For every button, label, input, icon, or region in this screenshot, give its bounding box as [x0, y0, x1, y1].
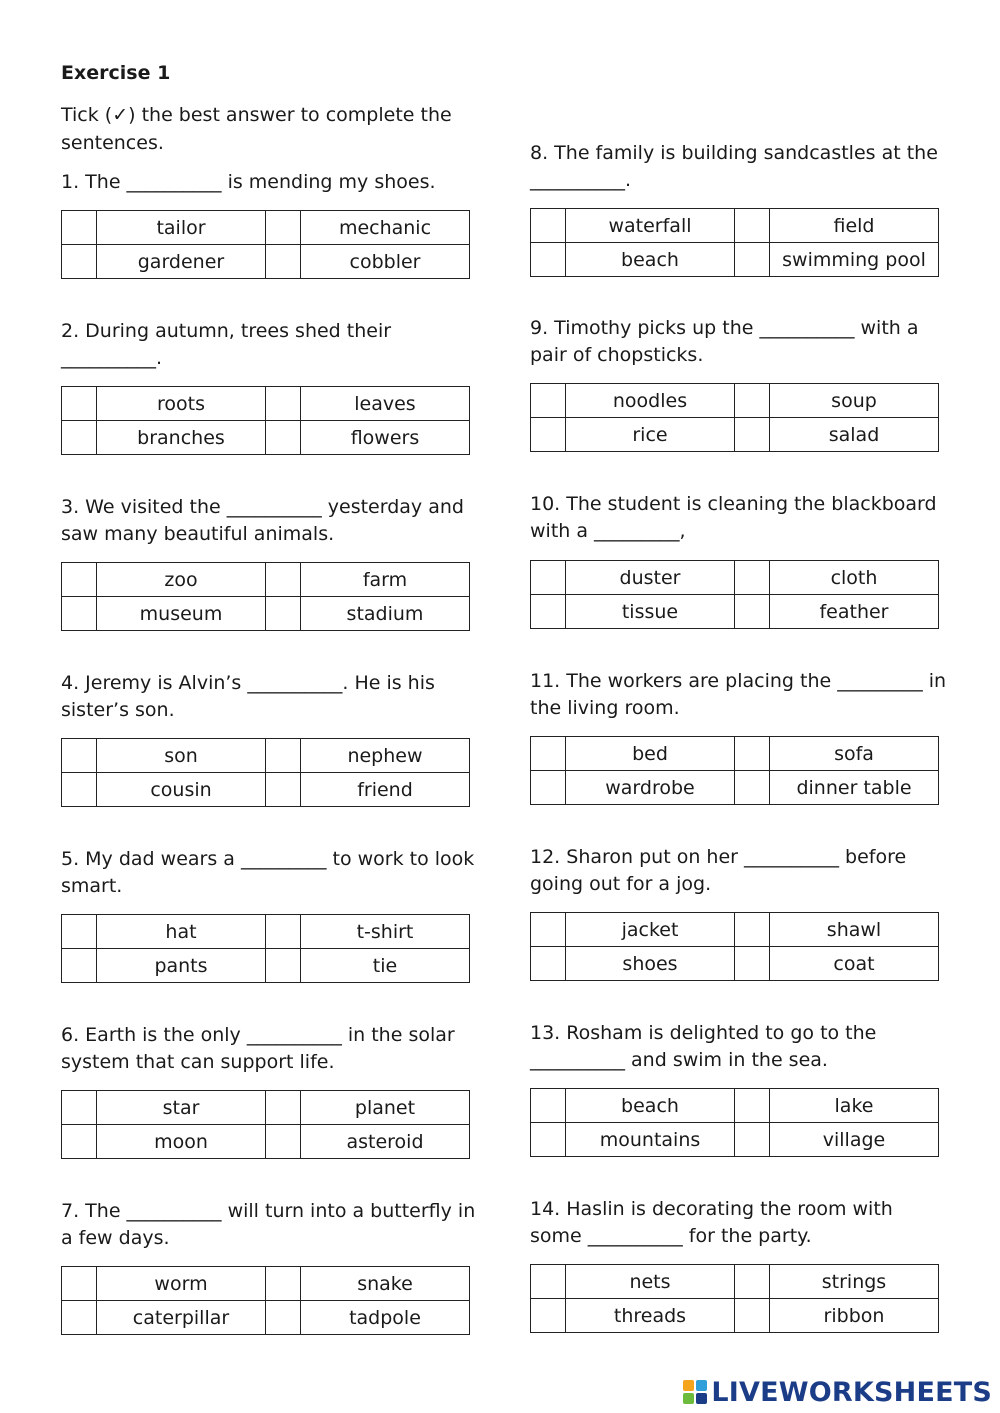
tick-box[interactable] — [266, 1301, 301, 1335]
option-label: soup — [770, 384, 939, 418]
option-label: sofa — [770, 737, 939, 771]
tick-box[interactable] — [266, 949, 301, 983]
tick-box[interactable] — [266, 597, 301, 631]
mark-square — [683, 1393, 694, 1404]
option-label: threads — [566, 1299, 735, 1333]
option-label: pants — [97, 949, 266, 983]
tick-box[interactable] — [531, 209, 566, 243]
tick-box[interactable] — [735, 737, 770, 771]
option-label: tailor — [97, 211, 266, 245]
tick-box[interactable] — [62, 211, 97, 245]
option-label: cousin — [97, 773, 266, 807]
tick-box[interactable] — [531, 1123, 566, 1157]
tick-box[interactable] — [266, 563, 301, 597]
options-row — [62, 1267, 470, 1301]
option-label: nephew — [301, 739, 470, 773]
tick-box[interactable] — [531, 1265, 566, 1299]
option-label: strings — [770, 1265, 939, 1299]
tick-box[interactable] — [62, 245, 97, 279]
options-row — [62, 1301, 470, 1335]
options-row — [62, 1125, 470, 1159]
question-12-options — [530, 912, 939, 981]
question-2-options — [61, 386, 470, 455]
option-label: leaves — [301, 387, 470, 421]
instructions: Tick (✓) the best answer to complete the sentences. — [61, 104, 452, 154]
option-label: worm — [97, 1267, 266, 1301]
tick-box[interactable] — [735, 561, 770, 595]
options-row — [531, 243, 939, 277]
question-4-text: 4. Jeremy is Alvin’s __________. He is his sister’s son. — [61, 672, 435, 721]
option-label: farm — [301, 563, 470, 597]
option-label: feather — [770, 595, 939, 629]
tick-box[interactable] — [62, 773, 97, 807]
question-11-text: 11. The workers are placing the _________ in the living room. — [530, 670, 947, 719]
tick-box[interactable] — [531, 737, 566, 771]
option-label: beach — [566, 243, 735, 277]
question-7-text: 7. The __________ will turn into a butterfly in a few days. — [61, 1200, 476, 1249]
option-label: duster — [566, 561, 735, 595]
tick-box[interactable] — [531, 913, 566, 947]
tick-box[interactable] — [266, 421, 301, 455]
option-label: star — [97, 1091, 266, 1125]
options-row — [531, 913, 939, 947]
options-row — [531, 947, 939, 981]
question-6-text: 6. Earth is the only __________ in the solar system that can support life. — [61, 1024, 455, 1073]
option-label: mountains — [566, 1123, 735, 1157]
tick-box[interactable] — [735, 913, 770, 947]
options-row — [531, 595, 939, 629]
options-row — [62, 421, 470, 455]
option-label: roots — [97, 387, 266, 421]
option-label: planet — [301, 1091, 470, 1125]
option-label: flowers — [301, 421, 470, 455]
liveworksheets-logo — [683, 1377, 992, 1407]
option-label: dinner table — [770, 771, 939, 805]
logo-text: LIVEWORKSHEETS — [711, 1376, 992, 1408]
option-label: ribbon — [770, 1299, 939, 1333]
tick-box[interactable] — [531, 1299, 566, 1333]
question-14-options — [530, 1264, 939, 1333]
options-row — [531, 561, 939, 595]
mark-square — [683, 1380, 694, 1391]
option-label: field — [770, 209, 939, 243]
options-row — [531, 1299, 939, 1333]
option-label: beach — [566, 1089, 735, 1123]
options-row — [62, 387, 470, 421]
option-label: son — [97, 739, 266, 773]
option-label: cobbler — [301, 245, 470, 279]
options-row — [531, 1265, 939, 1299]
option-label: shawl — [770, 913, 939, 947]
question-3-text: 3. We visited the __________ yesterday and saw many beautiful animals. — [61, 496, 464, 545]
option-label: swimming pool — [770, 243, 939, 277]
tick-box[interactable] — [62, 739, 97, 773]
tick-box[interactable] — [735, 595, 770, 629]
option-label: salad — [770, 418, 939, 452]
option-label: nets — [566, 1265, 735, 1299]
tick-box[interactable] — [62, 1125, 97, 1159]
options-row — [62, 915, 470, 949]
question-4-options — [61, 738, 470, 807]
tick-box[interactable] — [531, 561, 566, 595]
question-7-options — [61, 1266, 470, 1335]
options-row — [531, 1089, 939, 1123]
options-row — [62, 949, 470, 983]
options-row — [531, 737, 939, 771]
options-row — [62, 597, 470, 631]
tick-box[interactable] — [531, 771, 566, 805]
option-label: cloth — [770, 561, 939, 595]
option-label: noodles — [566, 384, 735, 418]
tick-box[interactable] — [62, 563, 97, 597]
question-10-options — [530, 560, 939, 629]
options-row — [62, 211, 470, 245]
tick-box[interactable] — [735, 947, 770, 981]
option-label: museum — [97, 597, 266, 631]
option-label: lake — [770, 1089, 939, 1123]
tick-box[interactable] — [266, 1091, 301, 1125]
option-label: waterfall — [566, 209, 735, 243]
option-label: friend — [301, 773, 470, 807]
option-label: jacket — [566, 913, 735, 947]
tick-box[interactable] — [62, 597, 97, 631]
option-label: bed — [566, 737, 735, 771]
options-row — [531, 418, 939, 452]
tick-box[interactable] — [266, 387, 301, 421]
options-row — [62, 773, 470, 807]
tick-box[interactable] — [266, 211, 301, 245]
tick-box[interactable] — [62, 915, 97, 949]
tick-box[interactable] — [531, 947, 566, 981]
option-label: mechanic — [301, 211, 470, 245]
options-row — [62, 563, 470, 597]
option-label: tie — [301, 949, 470, 983]
option-label: caterpillar — [97, 1301, 266, 1335]
option-label: zoo — [97, 563, 266, 597]
options-row — [62, 739, 470, 773]
question-9-options — [530, 383, 939, 452]
tick-box[interactable] — [735, 1089, 770, 1123]
tick-box[interactable] — [735, 1299, 770, 1333]
question-1-text: 1. The __________ is mending my shoes. — [61, 171, 436, 193]
tick-box[interactable] — [62, 1301, 97, 1335]
question-14-text: 14. Haslin is decorating the room with some __________ for the party. — [530, 1198, 893, 1247]
options-row — [62, 1091, 470, 1125]
tick-box[interactable] — [735, 771, 770, 805]
question-3-options — [61, 562, 470, 631]
option-label: moon — [97, 1125, 266, 1159]
exercise-title: Exercise 1 — [61, 62, 171, 84]
options-row — [62, 245, 470, 279]
tick-box[interactable] — [266, 1267, 301, 1301]
tick-box[interactable] — [735, 1265, 770, 1299]
question-9-text: 9. Timothy picks up the __________ with a pair of chopsticks. — [530, 317, 919, 366]
options-row — [531, 771, 939, 805]
option-label: village — [770, 1123, 939, 1157]
question-10-text: 10. The student is cleaning the blackboard with a _________, — [530, 493, 937, 542]
tick-box[interactable] — [531, 1089, 566, 1123]
tick-box[interactable] — [266, 773, 301, 807]
option-label: rice — [566, 418, 735, 452]
option-label: gardener — [97, 245, 266, 279]
tick-box[interactable] — [266, 1125, 301, 1159]
question-1-options — [61, 210, 470, 279]
options-row — [531, 1123, 939, 1157]
option-label: stadium — [301, 597, 470, 631]
option-label: snake — [301, 1267, 470, 1301]
option-label: t-shirt — [301, 915, 470, 949]
tick-box[interactable] — [266, 245, 301, 279]
options-row — [531, 209, 939, 243]
question-13-text: 13. Rosham is delighted to go to the __________ and swim in the sea. — [530, 1022, 877, 1071]
question-5-options — [61, 914, 470, 983]
option-label: coat — [770, 947, 939, 981]
tick-box[interactable] — [735, 384, 770, 418]
tick-box[interactable] — [62, 1267, 97, 1301]
question-11-options — [530, 736, 939, 805]
question-13-options — [530, 1088, 939, 1157]
question-8-text: 8. The family is building sandcastles at the __________. — [530, 142, 938, 191]
option-label: shoes — [566, 947, 735, 981]
options-row — [531, 384, 939, 418]
question-2-text: 2. During autumn, trees shed their __________. — [61, 320, 392, 369]
tick-box[interactable] — [735, 209, 770, 243]
option-label: tissue — [566, 595, 735, 629]
tick-box[interactable] — [62, 387, 97, 421]
tick-box[interactable] — [735, 418, 770, 452]
question-6-options — [61, 1090, 470, 1159]
liveworksheets-mark-icon — [683, 1380, 707, 1404]
tick-box[interactable] — [735, 1123, 770, 1157]
tick-box[interactable] — [62, 1091, 97, 1125]
question-8-options — [530, 208, 939, 277]
tick-box[interactable] — [266, 739, 301, 773]
tick-box[interactable] — [531, 595, 566, 629]
option-label: asteroid — [301, 1125, 470, 1159]
option-label: wardrobe — [566, 771, 735, 805]
mark-square — [696, 1393, 707, 1404]
tick-box[interactable] — [266, 915, 301, 949]
tick-box[interactable] — [62, 949, 97, 983]
mark-square — [696, 1380, 707, 1391]
option-label: branches — [97, 421, 266, 455]
tick-box[interactable] — [531, 384, 566, 418]
tick-box[interactable] — [531, 418, 566, 452]
tick-box[interactable] — [531, 243, 566, 277]
question-5-text: 5. My dad wears a _________ to work to look smart. — [61, 848, 475, 897]
tick-box[interactable] — [62, 421, 97, 455]
option-label: hat — [97, 915, 266, 949]
option-label: tadpole — [301, 1301, 470, 1335]
question-12-text: 12. Sharon put on her __________ before going out for a jog. — [530, 846, 907, 895]
tick-box[interactable] — [735, 243, 770, 277]
